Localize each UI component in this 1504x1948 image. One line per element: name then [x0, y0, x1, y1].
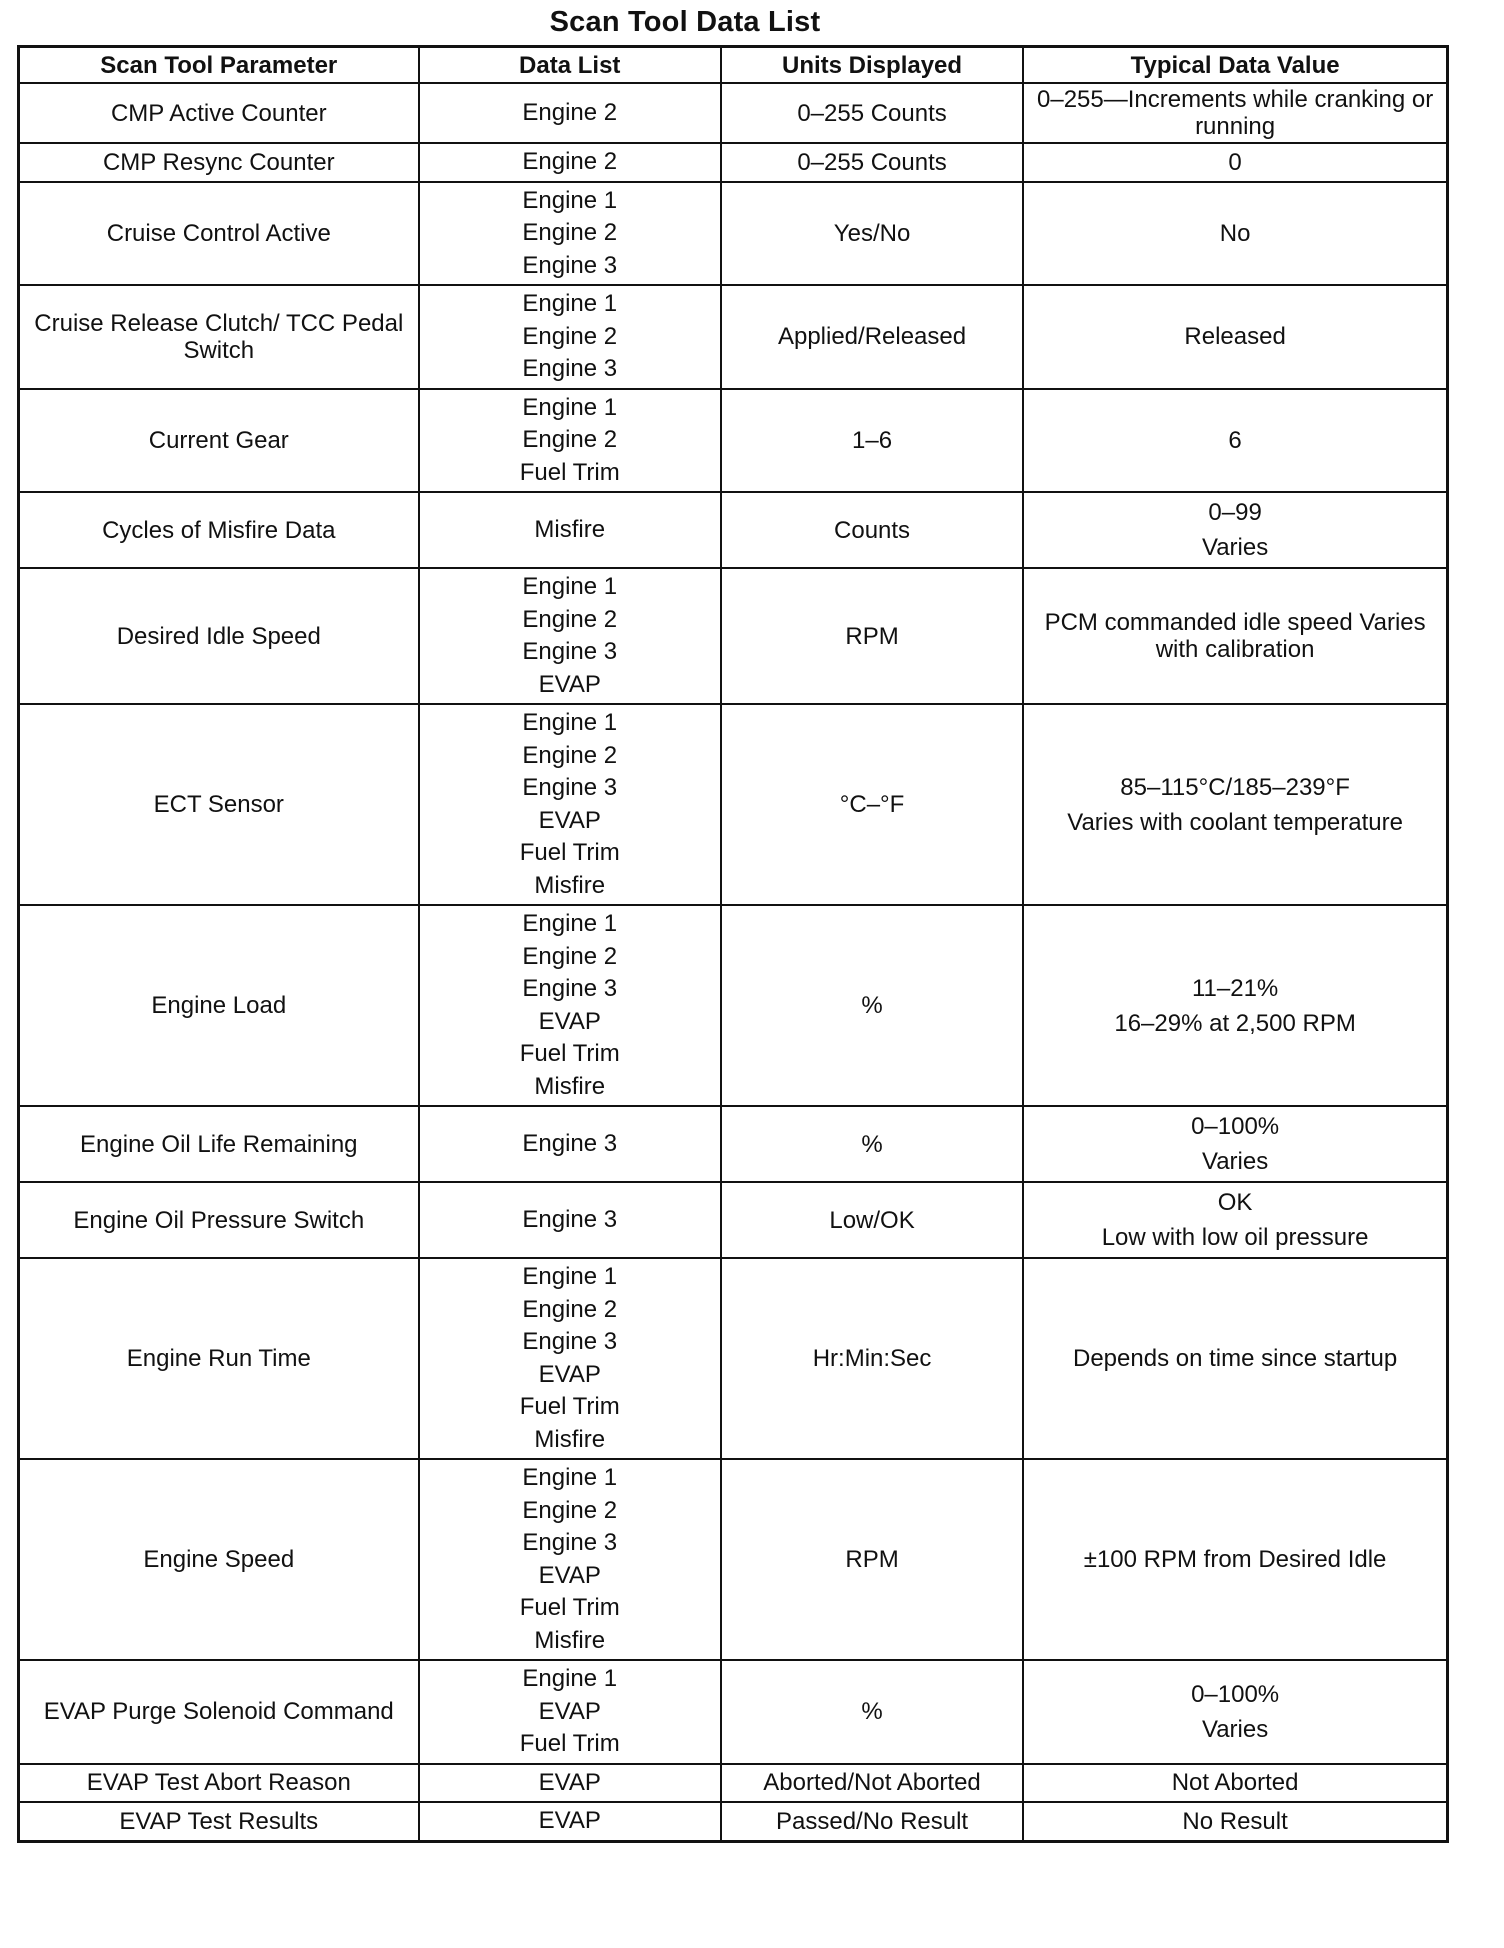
table-row [19, 182, 1448, 286]
cell-typical-value [1023, 1106, 1447, 1182]
cell-typical-value [1023, 1660, 1447, 1764]
cell-units: % [721, 1660, 1023, 1764]
data-list-entry: Engine 3 [522, 975, 618, 1002]
typical-value-line: Varies [1201, 1148, 1269, 1175]
cell-typical-value [1023, 492, 1447, 568]
cell-parameter: Engine Speed [19, 1459, 419, 1660]
cell-units: % [721, 1106, 1023, 1182]
data-list-entry: Engine 3 [522, 1529, 618, 1556]
typical-value-line: Not Aborted [1171, 1769, 1299, 1797]
cell-typical-value [1023, 568, 1447, 704]
cell-typical-value [1023, 389, 1447, 493]
table-row [19, 389, 1448, 493]
cell-units: 1–6 [721, 389, 1023, 493]
data-list-entry: EVAP [538, 1360, 601, 1388]
typical-value-line: 16–29% at 2,500 RPM [1114, 1009, 1356, 1037]
cell-typical-value [1023, 143, 1447, 182]
cell-units: Counts [721, 492, 1023, 568]
data-list-entry: Engine 2 [522, 942, 618, 970]
data-list-entry: Engine 1 [522, 910, 618, 937]
data-list-entry: Engine 3 [522, 638, 618, 665]
data-list-entry: Engine 2 [522, 605, 618, 633]
data-list-entry: Engine 3 [522, 1129, 618, 1157]
cell-typical-value [1023, 1258, 1447, 1459]
scan-tool-data-table [17, 45, 1449, 1843]
cell-data-list [419, 143, 721, 182]
cell-parameter: Engine Run Time [19, 1258, 419, 1459]
cell-parameter: Current Gear [19, 389, 419, 493]
data-list-entry: Engine 1 [522, 573, 618, 600]
data-list-entry: Engine 1 [522, 393, 618, 421]
typical-value-line: 0–100% [1191, 1113, 1280, 1140]
cell-units: Applied/Released [721, 285, 1023, 389]
cell-data-list [419, 568, 721, 704]
table-row [19, 568, 1448, 704]
column-header-units: Units Displayed [721, 47, 1023, 84]
cell-parameter: EVAP Test Results [19, 1802, 419, 1841]
cell-data-list [419, 1106, 721, 1182]
cell-data-list [419, 389, 721, 493]
typical-value-line: OK [1217, 1189, 1253, 1216]
data-list-entry: Engine 2 [522, 1496, 618, 1524]
typical-value-line: 0 [1228, 148, 1242, 176]
table-row [19, 285, 1448, 389]
data-list-entry: Engine 1 [522, 709, 618, 736]
cell-units: Yes/No [721, 182, 1023, 286]
table-row [19, 1764, 1448, 1803]
cell-parameter: Engine Oil Life Remaining [19, 1106, 419, 1182]
cell-parameter: EVAP Purge Solenoid Command [19, 1660, 419, 1764]
cell-data-list [419, 1660, 721, 1764]
cell-typical-value [1023, 1802, 1447, 1841]
data-list-entry: Engine 1 [522, 1263, 618, 1290]
table-body [19, 83, 1448, 1841]
data-list-entry: Engine 3 [522, 1205, 618, 1233]
data-list-entry: EVAP [538, 806, 601, 834]
typical-value-line: Depends on time since startup [1073, 1345, 1398, 1372]
data-list-entry: EVAP [538, 1807, 601, 1834]
cell-parameter: CMP Active Counter [19, 83, 419, 143]
data-list-entry: Engine 3 [522, 355, 618, 382]
data-list-entry: Engine 1 [522, 1665, 618, 1692]
data-list-entry: Misfire [534, 515, 606, 543]
cell-typical-value [1023, 1764, 1447, 1803]
typical-value-line: Varies [1201, 534, 1269, 561]
cell-data-list [419, 1802, 721, 1841]
cell-data-list [419, 285, 721, 389]
table-row [19, 905, 1448, 1106]
data-list-entry: Engine 3 [522, 251, 618, 279]
data-list-entry: Fuel Trim [519, 1040, 620, 1067]
cell-units: °C–°F [721, 704, 1023, 905]
typical-value-line: 0–255—Increments while cranking or running [1037, 86, 1434, 140]
cell-data-list [419, 182, 721, 286]
cell-data-list [419, 905, 721, 1106]
typical-value-line: 6 [1228, 426, 1242, 454]
table-row [19, 1802, 1448, 1841]
typical-value-line: Released [1184, 323, 1286, 351]
cell-units: 0–255 Counts [721, 143, 1023, 182]
cell-data-list [419, 492, 721, 568]
column-header-data-list: Data List [419, 47, 721, 84]
typical-value-line: ±100 RPM from Desired Idle [1083, 1546, 1387, 1573]
table-row [19, 1258, 1448, 1459]
cell-typical-value [1023, 1459, 1447, 1660]
data-list-entry: Engine 2 [522, 322, 618, 350]
data-list-entry: Fuel Trim [519, 1393, 620, 1420]
page-title: Scan Tool Data List [549, 6, 821, 38]
cell-units: RPM [721, 568, 1023, 704]
typical-value-line: Varies with coolant temperature [1067, 808, 1403, 836]
data-list-entry: EVAP [538, 1561, 601, 1589]
data-list-entry: Engine 2 [522, 1295, 618, 1323]
data-list-entry: Misfire [534, 1072, 606, 1100]
data-list-entry: Fuel Trim [519, 839, 620, 866]
typical-value-line: No Result [1182, 1807, 1288, 1835]
data-list-entry: Misfire [534, 1626, 606, 1654]
table-row [19, 83, 1448, 143]
data-list-entry: EVAP [538, 1697, 601, 1725]
typical-value-line: Varies [1201, 1715, 1269, 1743]
cell-parameter: Cycles of Misfire Data [19, 492, 419, 568]
typical-value-line: 11–21% [1191, 974, 1279, 1002]
header-row [19, 47, 1448, 84]
data-list-entry: Misfire [534, 871, 606, 899]
typical-value-line: No [1219, 219, 1251, 247]
table-row [19, 1660, 1448, 1764]
cell-units: Passed/No Result [721, 1802, 1023, 1841]
cell-typical-value [1023, 704, 1447, 905]
data-list-entry: Engine 3 [522, 774, 618, 801]
data-list-entry: EVAP [538, 670, 601, 698]
table-row [19, 1106, 1448, 1182]
table-row [19, 143, 1448, 182]
data-list-entry: Engine 1 [522, 186, 618, 214]
cell-typical-value [1023, 83, 1447, 143]
data-list-entry: Fuel Trim [519, 1594, 620, 1621]
cell-units: 0–255 Counts [721, 83, 1023, 143]
table-row [19, 1459, 1448, 1660]
table-row [19, 704, 1448, 905]
typical-value-line: Low with low oil pressure [1101, 1224, 1369, 1251]
data-list-entry: EVAP [538, 1007, 601, 1035]
data-list-entry: Engine 1 [522, 290, 618, 317]
cell-parameter: CMP Resync Counter [19, 143, 419, 182]
typical-value-line: 85–115°C/185–239°F [1120, 773, 1350, 801]
cell-typical-value [1023, 182, 1447, 286]
cell-units: Hr:Min:Sec [721, 1258, 1023, 1459]
data-list-entry: Engine 3 [522, 1328, 618, 1355]
data-list-entry: Fuel Trim [519, 1730, 620, 1757]
cell-data-list [419, 1459, 721, 1660]
typical-value-line: 0–99 [1208, 499, 1262, 526]
cell-units: Aborted/Not Aborted [721, 1764, 1023, 1803]
typical-value-line: PCM commanded idle speed Varies with calibration [1044, 609, 1426, 663]
cell-parameter: ECT Sensor [19, 704, 419, 905]
column-header-typical: Typical Data Value [1023, 47, 1447, 84]
cell-parameter: Cruise Release Clutch/ TCC Pedal Switch [19, 285, 419, 389]
table-row [19, 492, 1448, 568]
cell-data-list [419, 1258, 721, 1459]
cell-parameter: EVAP Test Abort Reason [19, 1764, 419, 1803]
column-header-parameter: Scan Tool Parameter [19, 47, 419, 84]
cell-parameter: Desired Idle Speed [19, 568, 419, 704]
cell-units: % [721, 905, 1023, 1106]
cell-parameter: Engine Load [19, 905, 419, 1106]
data-list-entry: Misfire [534, 1425, 606, 1453]
cell-units: RPM [721, 1459, 1023, 1660]
typical-value-line: 0–100% [1191, 1680, 1280, 1708]
cell-parameter: Engine Oil Pressure Switch [19, 1182, 419, 1258]
data-list-entry: Engine 2 [522, 98, 618, 126]
cell-data-list [419, 1764, 721, 1803]
table-row [19, 1182, 1448, 1258]
cell-typical-value [1023, 285, 1447, 389]
cell-data-list [419, 1182, 721, 1258]
cell-data-list [419, 83, 721, 143]
data-list-entry: Fuel Trim [519, 458, 620, 486]
cell-typical-value [1023, 905, 1447, 1106]
data-list-entry: Engine 2 [522, 148, 618, 175]
cell-data-list [419, 704, 721, 905]
data-list-entry: EVAP [538, 1768, 601, 1796]
data-list-entry: Engine 1 [522, 1464, 618, 1491]
data-list-entry: Engine 2 [522, 219, 618, 246]
cell-units: Low/OK [721, 1182, 1023, 1258]
cell-parameter: Cruise Control Active [19, 182, 419, 286]
cell-typical-value [1023, 1182, 1447, 1258]
data-list-entry: Engine 2 [522, 426, 618, 453]
data-list-entry: Engine 2 [522, 741, 618, 769]
